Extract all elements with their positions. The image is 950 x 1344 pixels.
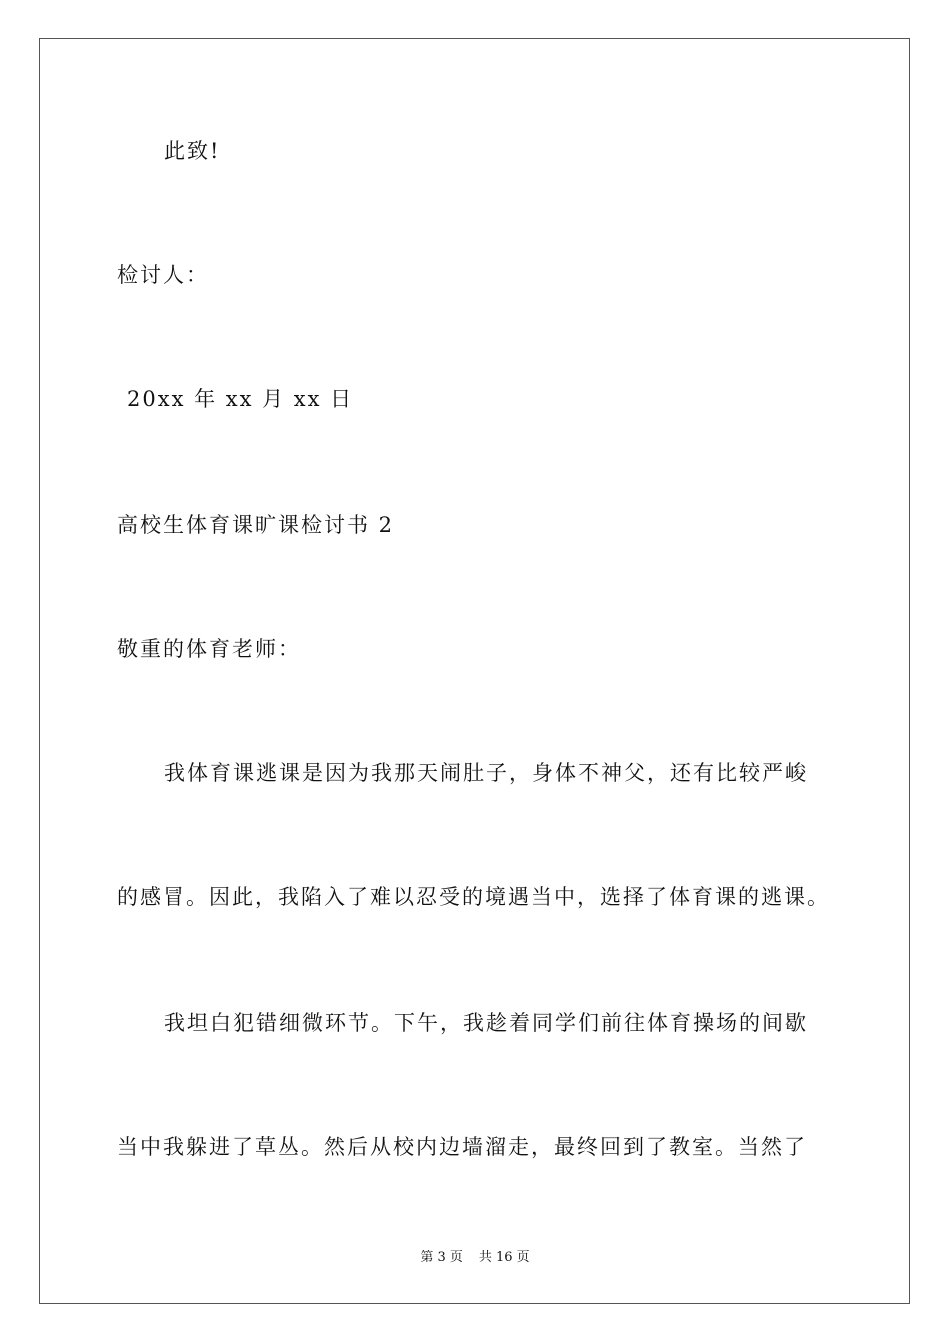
greeting: 敬重的体育老师： — [117, 637, 301, 661]
author-label: 检讨人： — [117, 263, 209, 287]
section-title: 高校生体育课旷课检讨书 2 — [117, 513, 395, 537]
page-footer — [0, 1246, 950, 1265]
paragraph-2-line-2: 当中我躲进了草丛。然后从校内边墙溜走，最终回到了教室。当然了 — [117, 1135, 807, 1159]
closing-salutation: 此致! — [164, 139, 221, 163]
date-line: 20xx 年 xx 月 xx 日 — [127, 387, 354, 411]
page-number: 第 3 页 — [420, 1250, 463, 1265]
page-border — [39, 38, 910, 1304]
paragraph-1-line-2: 的感冒。因此，我陷入了难以忍受的境遇当中，选择了体育课的逃课。 — [117, 885, 830, 909]
page-total: 共 16 页 — [478, 1250, 530, 1265]
paragraph-1-line-1: 我体育课逃课是因为我那天闹肚子，身体不神父，还有比较严峻 — [164, 761, 808, 785]
paragraph-2-line-1: 我坦白犯错细微环节。下午，我趁着同学们前往体育操场的间歇 — [164, 1011, 808, 1035]
